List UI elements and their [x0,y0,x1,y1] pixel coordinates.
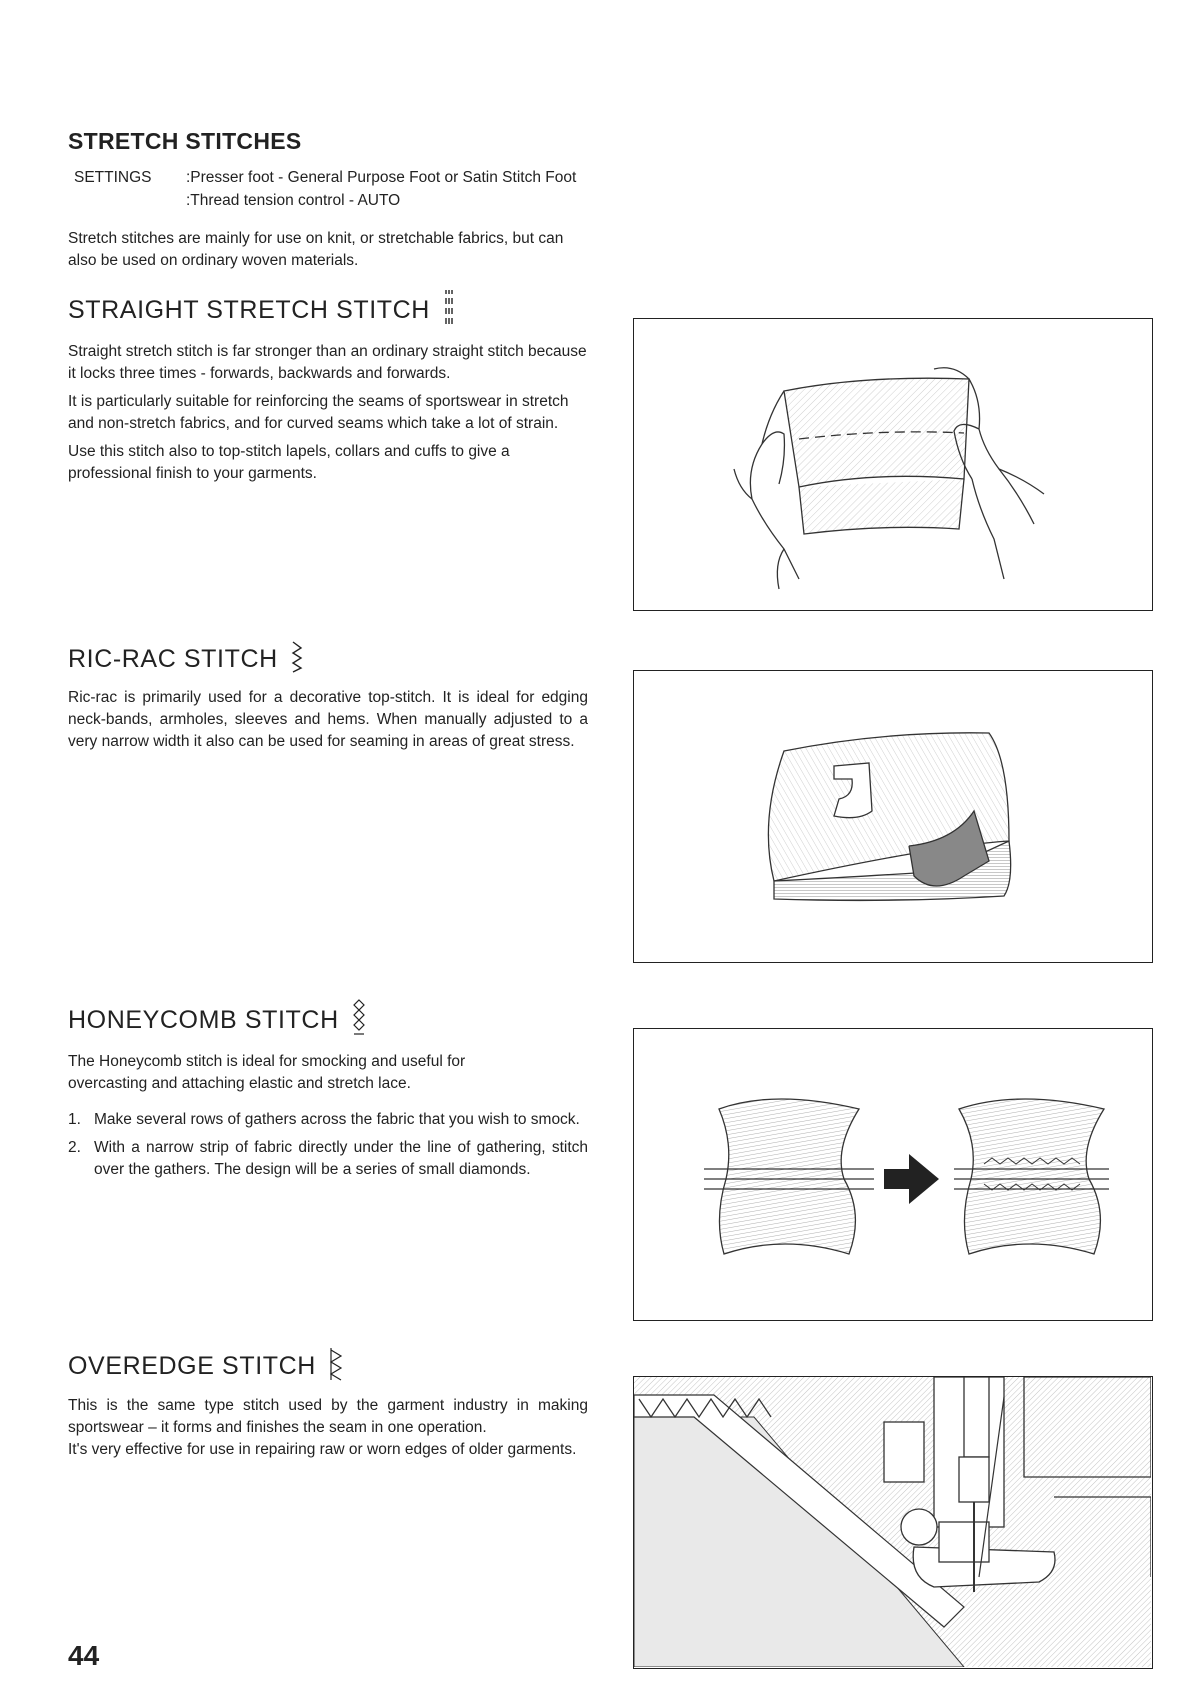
step-number: 1. [68,1111,81,1128]
ricrac-stitch-icon [290,640,304,681]
ricrac-title [68,640,588,681]
honeycomb-section [68,998,588,1187]
settings-block [68,166,576,212]
ricrac-title-text: RIC-RAC STITCH [68,645,278,674]
overedge-stitch-icon [328,1346,344,1389]
list-item [68,1137,588,1181]
straight-stretch-para-3: Use this stitch also to top-stitch lapels, collars and cuffs to give a professional finish to your garments. [68,443,510,482]
ricrac-section [68,640,588,759]
honeycomb-stitch-icon [351,998,367,1045]
settings-presser-foot: :Presser foot - General Purpose Foot or Satin Stitch Foot [186,169,577,186]
honeycomb-illustration [633,1028,1153,1321]
honeycomb-steps [68,1109,588,1181]
step-number: 2. [68,1139,81,1156]
honeycomb-para-1: The Honeycomb stitch is ideal for smocking and useful for overcasting and attaching elastic and stretch lace. [68,1053,466,1092]
honeycomb-title [68,998,588,1045]
overedge-title [68,1346,588,1389]
straight-stretch-para-1: Straight stretch stitch is far stronger than an ordinary straight stitch because it locks three times - forwards, backwards and forwards. [68,343,587,382]
step-text: Make several rows of gathers across the fabric that you wish to smock. [94,1111,580,1128]
overedge-title-text: OVEREDGE STITCH [68,1352,316,1381]
smocking-before-after-icon [634,1029,1151,1319]
settings-thread-tension: :Thread tension control - AUTO [186,192,401,209]
presser-foot-sewing-icon [634,1377,1151,1667]
straight-stretch-section [68,288,588,491]
straight-stretch-para-2: It is particularly suitable for reinforcing the seams of sportswear in stretch and non-stretch fabrics, and for curved seams which take a lot of strain. [68,393,569,432]
list-item [68,1109,588,1131]
hands-stretching-fabric-icon [634,319,1151,609]
folded-fabric-icon [634,671,1151,961]
overedge-section [68,1346,588,1467]
page-title: STRETCH STITCHES [68,128,302,154]
ricrac-illustration [633,670,1153,963]
overedge-para-1: This is the same type stitch used by the garment industry in making sportswear – it forms and finishes the seam in one operation. [68,1397,588,1436]
straight-stretch-illustration [633,318,1153,611]
page-number: 44 [68,1640,100,1671]
settings-label: SETTINGS [74,169,152,186]
intro-text: Stretch stitches are mainly for use on knit, or stretchable fabrics, but can also be used on ordinary woven materials. [68,230,564,269]
ricrac-para-1: Ric-rac is primarily used for a decorative top-stitch. It is ideal for edging neck-bands, armholes, sleeves and hems. When manually adjusted to a very narrow width it also can be used for seaming in areas of great stress. [68,689,588,750]
triple-straight-stitch-icon [442,288,456,335]
honeycomb-title-text: HONEYCOMB STITCH [68,1006,339,1035]
overedge-para-2: It's very effective for use in repairing raw or worn edges of older garments. [68,1441,577,1458]
straight-stretch-title [68,288,588,335]
step-text: With a narrow strip of fabric directly under the line of gathering, stitch over the gathers. The design will be a series of small diamonds. [94,1139,588,1178]
straight-stretch-title-text: STRAIGHT STRETCH STITCH [68,296,430,325]
overedge-illustration [633,1376,1153,1669]
